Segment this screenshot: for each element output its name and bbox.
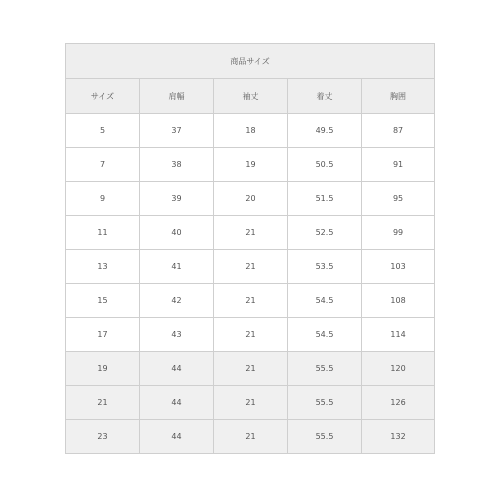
cell-size: 5 [66, 114, 140, 148]
table-body [66, 114, 435, 454]
table-row [66, 420, 435, 454]
cell-sleeve-length: 21 [214, 420, 288, 454]
header-shoulder-width: 肩幅 [140, 79, 214, 114]
cell-size: 15 [66, 284, 140, 318]
table-row [66, 216, 435, 250]
cell-size: 17 [66, 318, 140, 352]
cell-chest: 87 [362, 114, 435, 148]
cell-shoulder-width: 41 [140, 250, 214, 284]
table-row [66, 318, 435, 352]
cell-shoulder-width: 39 [140, 182, 214, 216]
cell-shoulder-width: 40 [140, 216, 214, 250]
table-row [66, 386, 435, 420]
cell-size: 11 [66, 216, 140, 250]
cell-shoulder-width: 42 [140, 284, 214, 318]
cell-chest: 95 [362, 182, 435, 216]
cell-body-length: 53.5 [288, 250, 362, 284]
cell-shoulder-width: 44 [140, 352, 214, 386]
cell-chest: 103 [362, 250, 435, 284]
cell-sleeve-length: 18 [214, 114, 288, 148]
cell-size: 13 [66, 250, 140, 284]
cell-shoulder-width: 43 [140, 318, 214, 352]
cell-body-length: 55.5 [288, 352, 362, 386]
cell-body-length: 54.5 [288, 284, 362, 318]
table-title-row [66, 44, 435, 79]
cell-chest: 132 [362, 420, 435, 454]
cell-size: 7 [66, 148, 140, 182]
cell-sleeve-length: 19 [214, 148, 288, 182]
cell-chest: 114 [362, 318, 435, 352]
table-header-row [66, 79, 435, 114]
header-chest: 胸囲 [362, 79, 435, 114]
header-size: サイズ [66, 79, 140, 114]
cell-chest: 91 [362, 148, 435, 182]
cell-body-length: 54.5 [288, 318, 362, 352]
table-row [66, 182, 435, 216]
table-row [66, 352, 435, 386]
table-title: 商品サイズ [66, 44, 435, 79]
cell-sleeve-length: 21 [214, 250, 288, 284]
cell-body-length: 52.5 [288, 216, 362, 250]
cell-sleeve-length: 21 [214, 386, 288, 420]
cell-shoulder-width: 37 [140, 114, 214, 148]
cell-body-length: 55.5 [288, 420, 362, 454]
cell-body-length: 55.5 [288, 386, 362, 420]
cell-shoulder-width: 44 [140, 386, 214, 420]
cell-size: 21 [66, 386, 140, 420]
cell-body-length: 51.5 [288, 182, 362, 216]
size-table [65, 43, 435, 454]
table-row [66, 148, 435, 182]
cell-shoulder-width: 44 [140, 420, 214, 454]
header-sleeve-length: 袖丈 [214, 79, 288, 114]
cell-shoulder-width: 38 [140, 148, 214, 182]
cell-chest: 99 [362, 216, 435, 250]
cell-sleeve-length: 21 [214, 352, 288, 386]
header-body-length: 着丈 [288, 79, 362, 114]
cell-size: 9 [66, 182, 140, 216]
cell-sleeve-length: 20 [214, 182, 288, 216]
cell-chest: 108 [362, 284, 435, 318]
table-row [66, 284, 435, 318]
cell-size: 19 [66, 352, 140, 386]
cell-body-length: 49.5 [288, 114, 362, 148]
table-row [66, 250, 435, 284]
cell-sleeve-length: 21 [214, 284, 288, 318]
cell-chest: 120 [362, 352, 435, 386]
cell-body-length: 50.5 [288, 148, 362, 182]
cell-chest: 126 [362, 386, 435, 420]
cell-sleeve-length: 21 [214, 318, 288, 352]
cell-sleeve-length: 21 [214, 216, 288, 250]
table-row [66, 114, 435, 148]
cell-size: 23 [66, 420, 140, 454]
